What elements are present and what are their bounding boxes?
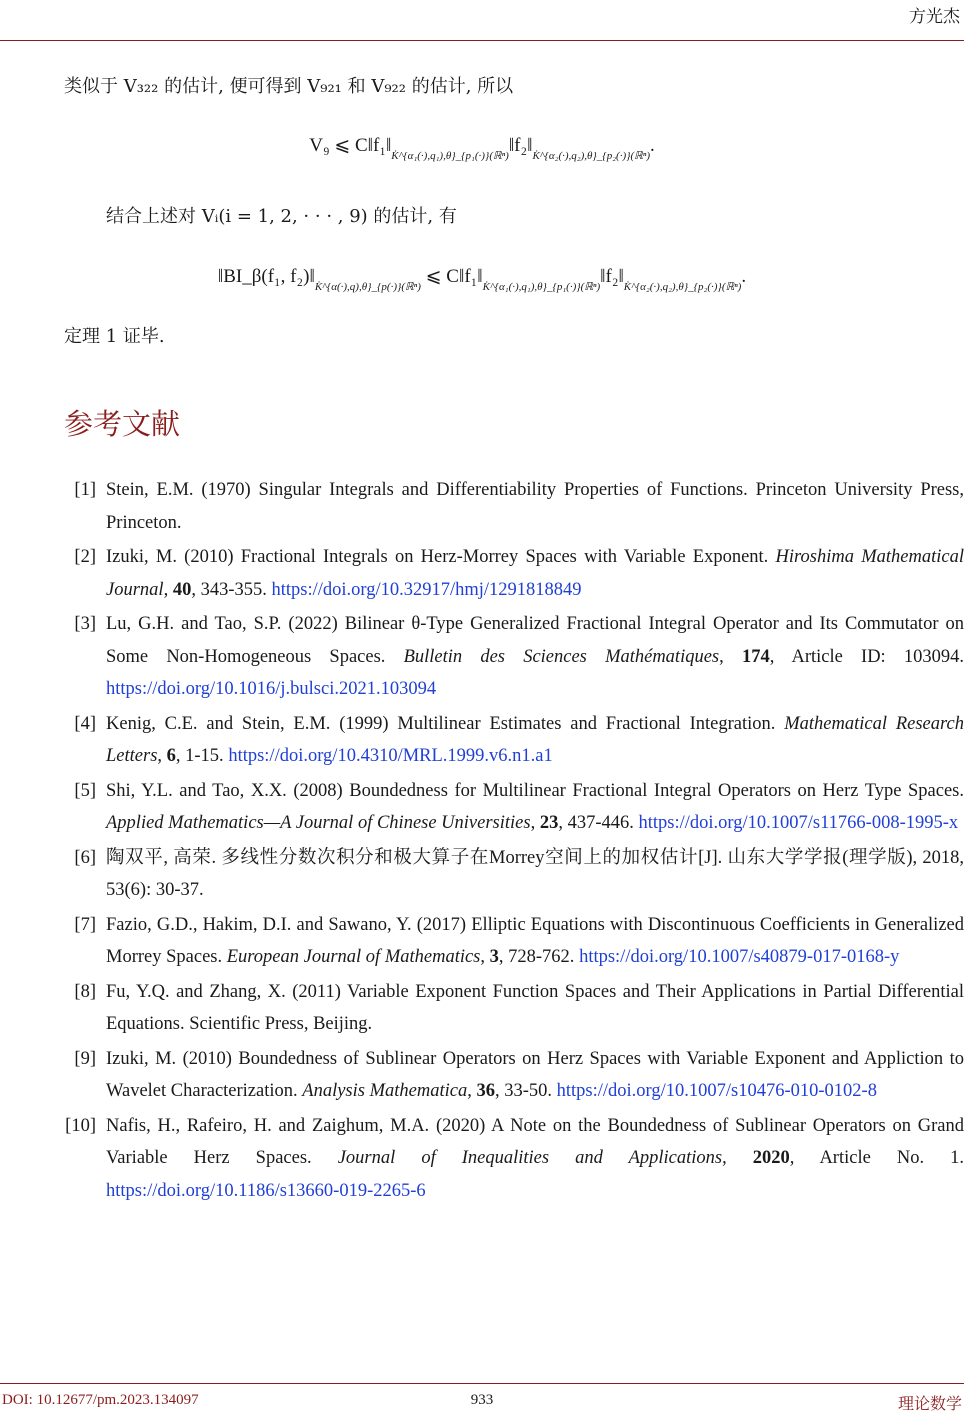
eq1-end: . <box>650 135 655 156</box>
reference-list <box>0 474 964 1209</box>
reference-doi-link[interactable]: https://doi.org/10.1007/s40879-017-0168-y <box>579 947 900 967</box>
reference-number: [1] <box>74 480 96 500</box>
reference-number: [5] <box>74 780 96 801</box>
reference-text: Izuki, M. (2010) Boundedness of Sublinear Operators on Herz Spaces with Variable Exponent and Appliction to Wavelet Characterization. <box>106 1048 964 1101</box>
reference-pages: , 437-446. <box>558 813 639 833</box>
reference-journal: Journal of Inequalities and Applications <box>337 1148 723 1168</box>
reference-pages: , Article No. 1. <box>789 1148 964 1168</box>
reference-item <box>0 976 964 1041</box>
equation-v9 <box>0 134 964 162</box>
reference-pages: , Article ID: 103094. <box>769 646 964 667</box>
footer-page-number: 933 <box>470 1392 494 1408</box>
reference-text: Stein, E.M. (1970) Singular Integrals and Differentiability Properties of Functions. Princeton University Press, Princeton. <box>106 480 964 533</box>
eq2-mid1: ⩽ C‖f₁‖ <box>420 266 483 287</box>
eq1-lhs: V₉ ⩽ C‖f₁‖ <box>309 135 392 156</box>
reference-volume: 3 <box>489 947 499 967</box>
reference-number: [9] <box>74 1048 96 1069</box>
reference-volume: 174 <box>741 646 770 667</box>
paragraph-intro: 类似于 V₃₂₂ 的估计, 便可得到 V₉₂₁ 和 V₉₂₂ 的估计, 所以 <box>64 76 514 97</box>
reference-item: [4] Kenig, C.E. and Stein, E.M. (1999) Multilinear Estimates and Fractional Integration. Mathematical Research Letters, 6, 1-15. https://doi.org/10.4310/MRL.1999.v6.n1.a1 <box>0 708 964 773</box>
eq2-norm-sub0: K̇^{α(·),q),θ}_{p(·)}(ℝⁿ) <box>314 281 421 293</box>
reference-journal: Hiroshima Mathematical Journal <box>106 547 964 600</box>
reference-volume: 23 <box>539 813 559 833</box>
footer-journal-name: 理论数学 <box>897 1394 962 1413</box>
reference-item <box>0 842 964 907</box>
reference-volume: 36 <box>476 1081 495 1101</box>
reference-journal: European Journal of Mathematics <box>226 947 481 967</box>
reference-item: [9] Izuki, M. (2010) Boundedness of Sublinear Operators on Herz Spaces with Variable Exponent and Appliction to Wavelet Characterization. Analysis Mathematica, 36, 33-50. https://doi.org/10.1007/s10476-010-0102-8 <box>0 1043 964 1108</box>
eq2-mid2: ‖f₂‖ <box>600 266 624 287</box>
reference-pages: , 33-50. <box>494 1081 557 1101</box>
reference-number: [8] <box>74 981 96 1002</box>
reference-number: [2] <box>74 547 96 567</box>
eq2-norm-sub1: K̇^{α₁(·),q₁),θ}_{p₁(·)}(ℝⁿ) <box>482 281 601 293</box>
reference-doi-link[interactable]: https://doi.org/10.1007/s10476-010-0102-8 <box>556 1081 877 1101</box>
reference-number: [7] <box>74 914 96 935</box>
reference-journal: Mathematical Research Letters <box>106 713 964 766</box>
reference-doi-link[interactable]: https://doi.org/10.1186/s13660-019-2265-6 <box>106 1180 426 1201</box>
reference-doi-link[interactable]: https://doi.org/10.4310/MRL.1999.v6.n1.a1 <box>228 746 553 766</box>
reference-journal: Analysis Mathematica <box>302 1081 468 1101</box>
paragraph-proof-end: 定理 1 证毕. <box>64 326 165 347</box>
reference-item: [5] Shi, Y.L. and Tao, X.X. (2008) Boundedness for Multilinear Fractional Integral Operators on Herz Type Spaces. Applied Mathematics—A Journal of Chinese Universities, 23, 437-446. https://doi.org/10.1007/s11766-008-1995-x <box>0 775 964 840</box>
reference-doi-link[interactable]: https://doi.org/10.1007/s11766-008-1995-x <box>638 813 959 833</box>
reference-number: [10] <box>65 1115 96 1136</box>
reference-doi-link[interactable]: https://doi.org/10.1016/j.bulsci.2021.103094 <box>106 679 437 699</box>
reference-text: Lu, G.H. and Tao, S.P. (2022) Bilinear θ-Type Generalized Fractional Integral Operator and Its Commutator on Some Non-Homogeneous Spaces. <box>106 614 964 667</box>
eq2-norm-sub2: K̇^{α₂(·),q₂),θ}_{p₂(·)}(ℝⁿ) <box>623 281 742 293</box>
reference-item: [3] Lu, G.H. and Tao, S.P. (2022) Bilinear θ-Type Generalized Fractional Integral Operator and Its Commutator on Some Non-Homogeneous Spaces. Bulletin des Sciences Mathématiques, 174, Article ID: 103094. https://doi.org/10.1016/j.bulsci.2021.103094 <box>0 608 964 706</box>
reference-text: 陶双平, 高荣. 多线性分数次积分和极大算子在Morrey空间上的加权估计[J]. 山东大学学报(理学版), 2018, 53(6): 30-37. <box>106 847 964 900</box>
reference-volume: 40 <box>172 579 192 600</box>
reference-text: Nafis, H., Rafeiro, H. and Zaighum, M.A. (2020) A Note on the Boundedness of Sublinear Operators on Grand Variable Herz Spaces. <box>106 1115 964 1168</box>
reference-item: [10] Nafis, H., Rafeiro, H. and Zaighum, M.A. (2020) A Note on the Boundedness of Sublinear Operators on Grand Variable Herz Spaces. Journal of Inequalities and Applications, 2020, Article No. 1. https://doi.org/10.1186/s13660-019-2265-6 <box>0 1110 964 1208</box>
reference-number: [6] <box>74 847 96 868</box>
reference-text: Fazio, G.D., Hakim, D.I. and Sawano, Y. (2017) Elliptic Equations with Discontinuous Coefficients in Generalized Morrey Spaces. <box>106 914 964 967</box>
equation-bilinear <box>0 265 964 293</box>
reference-volume: 2020 <box>752 1148 790 1168</box>
paragraph-combine: 结合上述对 Vᵢ(i = 1, 2, · · · , 9) 的估计, 有 <box>106 206 457 227</box>
reference-text: Kenig, C.E. and Stein, E.M. (1999) Multilinear Estimates and Fractional Integration. <box>106 713 785 734</box>
reference-doi-link[interactable]: https://doi.org/10.32917/hmj/1291818849 <box>271 579 582 600</box>
page-header <box>0 0 964 41</box>
reference-number: [3] <box>74 614 96 634</box>
reference-pages: , 1-15. <box>175 746 229 766</box>
reference-number: [4] <box>74 713 96 734</box>
reference-text: Fu, Y.Q. and Zhang, X. (2011) Variable Exponent Function Spaces and Their Applications in Partial Differential Equations. Scientific Press, Beijing. <box>106 981 964 1034</box>
reference-item <box>0 474 964 539</box>
reference-pages: , 728-762. <box>498 947 580 967</box>
references-heading: 参考文献 <box>64 407 181 441</box>
eq2-end: . <box>741 266 747 287</box>
header-author: 方光杰 <box>909 7 960 27</box>
reference-volume: 6 <box>166 746 176 766</box>
reference-item: [7] Fazio, G.D., Hakim, D.I. and Sawano, Y. (2017) Elliptic Equations with Discontinuous Coefficients in Generalized Morrey Spaces. European Journal of Mathematics, 3, 728-762. https://doi.org/10.1007/s40879-017-0168-y <box>0 909 964 974</box>
page-footer <box>0 1383 964 1415</box>
eq2-lhs: ‖BI_β(f₁, f₂)‖ <box>217 266 315 287</box>
reference-pages: , 343-355. <box>191 579 272 600</box>
reference-item: [2] Izuki, M. (2010) Fractional Integrals on Herz-Morrey Spaces with Variable Exponent. Hiroshima Mathematical Journal, 40, 343-355. https://doi.org/10.32917/hmj/1291818849 <box>0 541 964 606</box>
eq1-mid: ‖f₂‖ <box>508 135 533 156</box>
reference-text: Shi, Y.L. and Tao, X.X. (2008) Boundedness for Multilinear Fractional Integral Operators on Herz Type Spaces. <box>106 780 964 801</box>
reference-journal: Applied Mathematics—A Journal of Chinese Universities <box>106 813 531 833</box>
reference-journal: Bulletin des Sciences Mathématiques <box>403 646 720 667</box>
eq1-norm-sub1: K̇^{α₁(·),q₁),θ}_{p₁(·)}(ℝⁿ) <box>391 150 509 162</box>
eq1-norm-sub2: K̇^{α₂(·),q₂),θ}_{p₂(·)}(ℝⁿ) <box>532 150 651 162</box>
footer-doi[interactable]: DOI: 10.12677/pm.2023.134097 <box>2 1392 199 1408</box>
reference-text: Izuki, M. (2010) Fractional Integrals on Herz-Morrey Spaces with Variable Exponent. <box>106 547 776 567</box>
